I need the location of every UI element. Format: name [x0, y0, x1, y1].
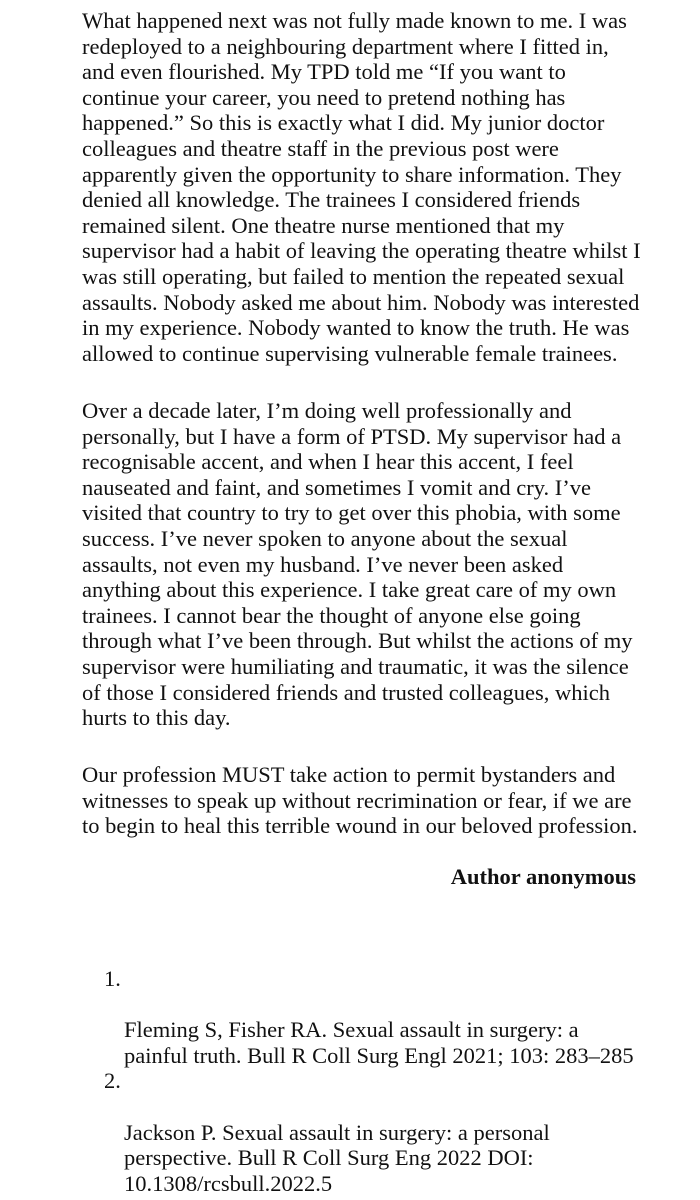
body-paragraph-3: Our profession MUST take action to permit bystanders and witnesses to speak up without recrimination or fear, if we are to begin to heal this terrible wound in our beloved profession.	[82, 762, 638, 839]
reference-number: 2.	[104, 1068, 121, 1094]
reference-item	[96, 1068, 656, 1196]
references-list	[96, 966, 656, 1196]
reference-item	[96, 966, 656, 1068]
reference-text: Fleming S, Fisher RA. Sexual assault in surgery: a painful truth. Bull R Coll Surg Engl 2021; 103: 283–285	[124, 1017, 634, 1068]
reference-number: 1.	[104, 966, 121, 991]
body-paragraph-1: What happened next was not fully made known to me. I was redeployed to a neighbouring department where I fitted in, and even flourished. My TPD told me “If you want to continue your career, you need to pretend nothing has happened.” So this is exactly what I did. My junior doctor colleagues and theatre staff in the previous post were apparently given the opportunity to share information. They denied all knowledge. The trainees I considered friends remained silent. One theatre nurse mentioned that my supervisor had a habit of leaving the operating theatre whilst I was still operating, but failed to mention the repeated sexual assaults. Nobody asked me about him. Nobody was interested in my experience. Nobody wanted to know the truth. He was allowed to continue supervising vulnerable female trainees.	[82, 8, 641, 366]
reference-text: Jackson P. Sexual assault in surgery: a personal perspective. Bull R Coll Surg Eng 2022 DOI: 10.1308/rcsbull.2022.5	[124, 1119, 550, 1196]
author-signature: Author anonymous	[450, 864, 636, 889]
body-paragraph-2: Over a decade later, I’m doing well professionally and personally, but I have a form of PTSD. My supervisor had a recognisable accent, and when I hear this accent, I feel nauseated and faint, and sometimes I vomit and cry. I’ve visited that country to try to get over this phobia, with some success. I’ve never spoken to anyone about the sexual assaults, not even my husband. I’ve never been asked anything about this experience. I take great care of my own trainees. I cannot bear the thought of anyone else going through what I’ve been through. But whilst the actions of my supervisor were humiliating and traumatic, it was the silence of those I considered friends and trusted colleagues, which hurts to this day.	[82, 398, 633, 731]
